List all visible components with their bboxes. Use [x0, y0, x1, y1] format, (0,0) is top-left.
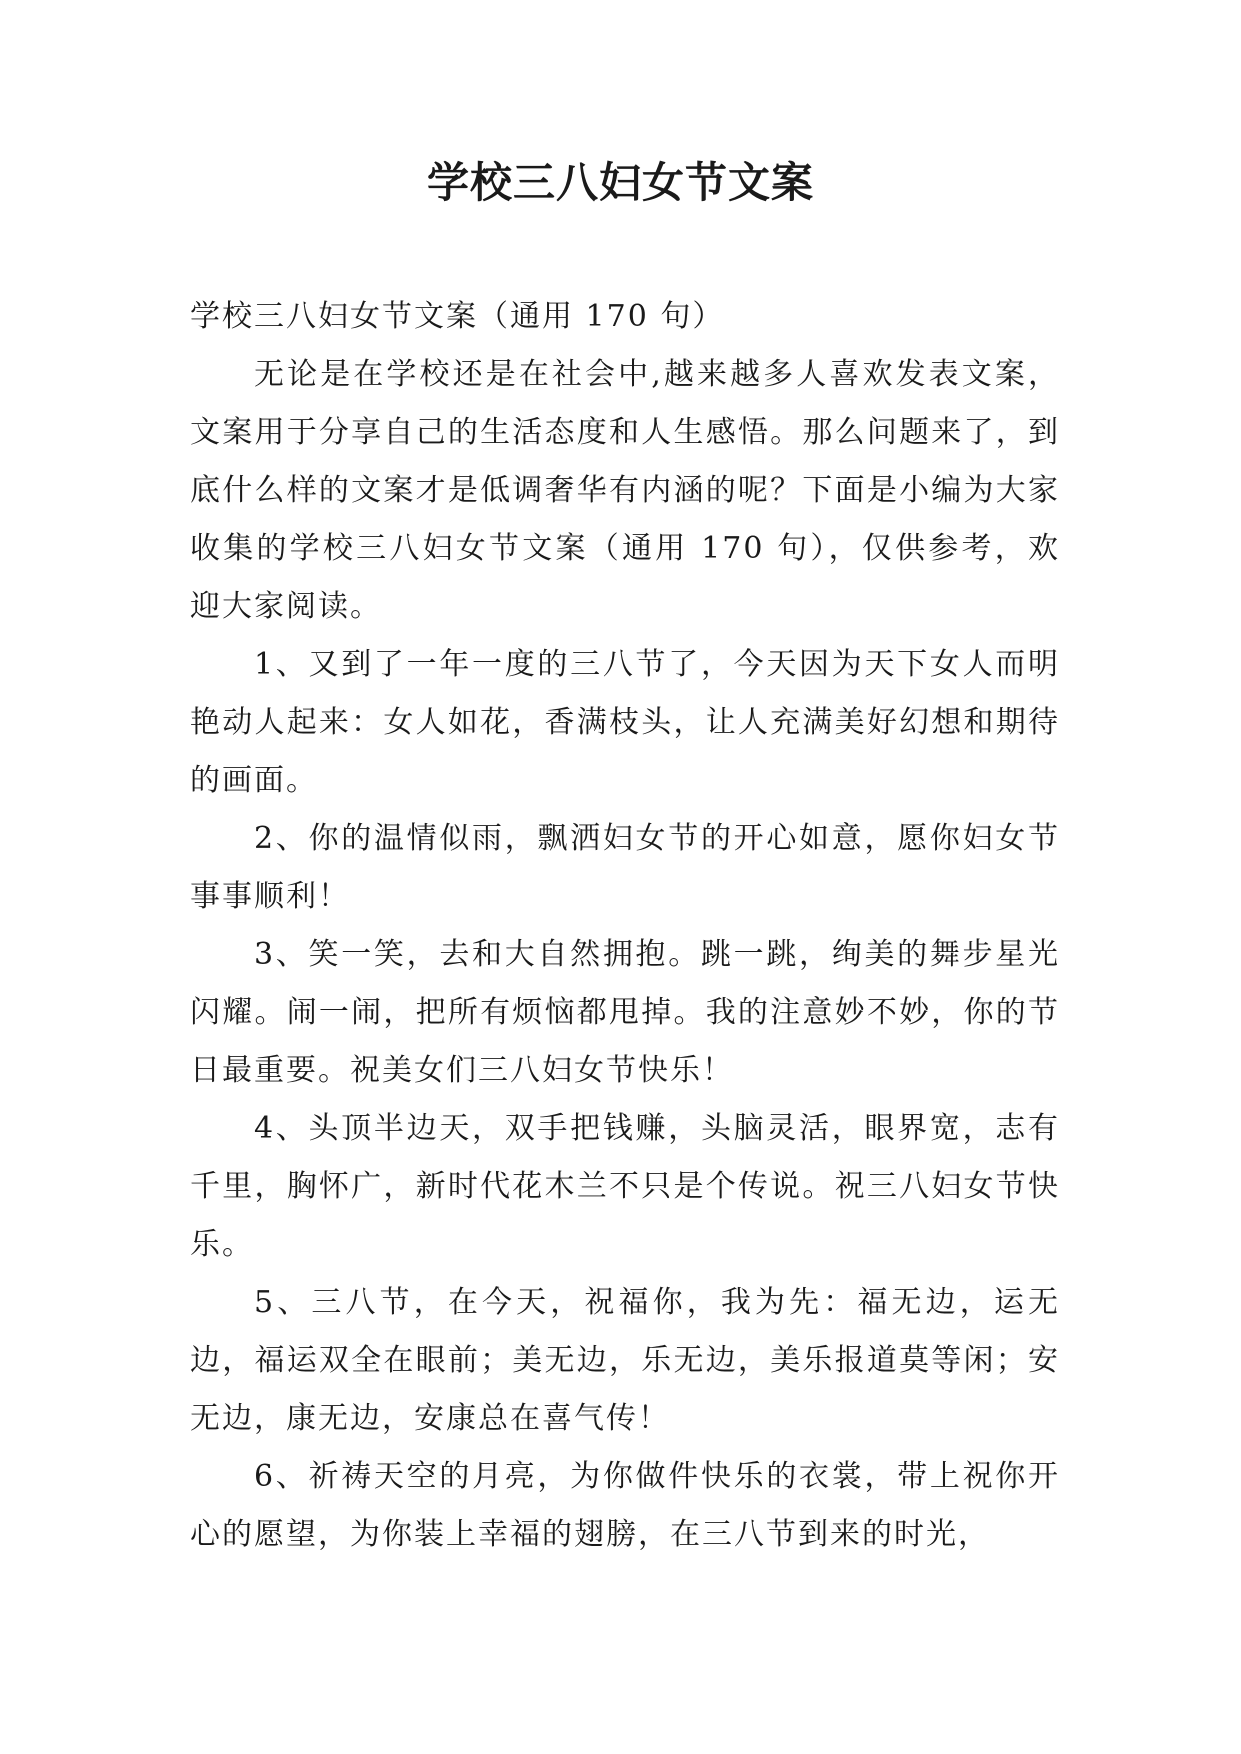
document-title: 学校三八妇女节文案 [426, 158, 814, 207]
document-subtitle: 学校三八妇女节文案（通用 170 句） [190, 299, 725, 334]
intro-paragraph: 无论是在学校还是在社会中,越来越多人喜欢发表文案，文案用于分享自己的生活态度和人生感悟。那么问题来了，到底什么样的文案才是低调奢华有内涵的呢？下面是小编为大家收集的学校三八妇女节文案（通用 170 句），仅供参考，欢迎大家阅读。 [190, 357, 1060, 624]
list-item: 5、三八节，在今天，祝福你，我为先：福无边，运无边，福运双全在眼前；美无边，乐无边，美乐报道莫等闲；安无边，康无边，安康总在喜气传！ [190, 1285, 1060, 1436]
document-body [190, 288, 1060, 1564]
list-item: 6、祈祷天空的月亮，为你做件快乐的衣裳，带上祝你开心的愿望，为你装上幸福的翅膀，在三八节到来的时光， [190, 1459, 1060, 1552]
list-item: 3、笑一笑，去和大自然拥抱。跳一跳，绚美的舞步星光闪耀。闹一闹，把所有烦恼都甩掉。我的注意妙不妙，你的节日最重要。祝美女们三八妇女节快乐！ [190, 937, 1060, 1088]
list-item: 4、头顶半边天，双手把钱赚，头脑灵活，眼界宽，志有千里，胸怀广，新时代花木兰不只是个传说。祝三八妇女节快乐。 [190, 1111, 1060, 1262]
list-item: 1、又到了一年一度的三八节了，今天因为天下女人而明艳动人起来：女人如花，香满枝头，让人充满美好幻想和期待的画面。 [190, 647, 1060, 798]
list-item: 2、你的温情似雨，飘洒妇女节的开心如意，愿你妇女节事事顺利！ [190, 821, 1060, 914]
